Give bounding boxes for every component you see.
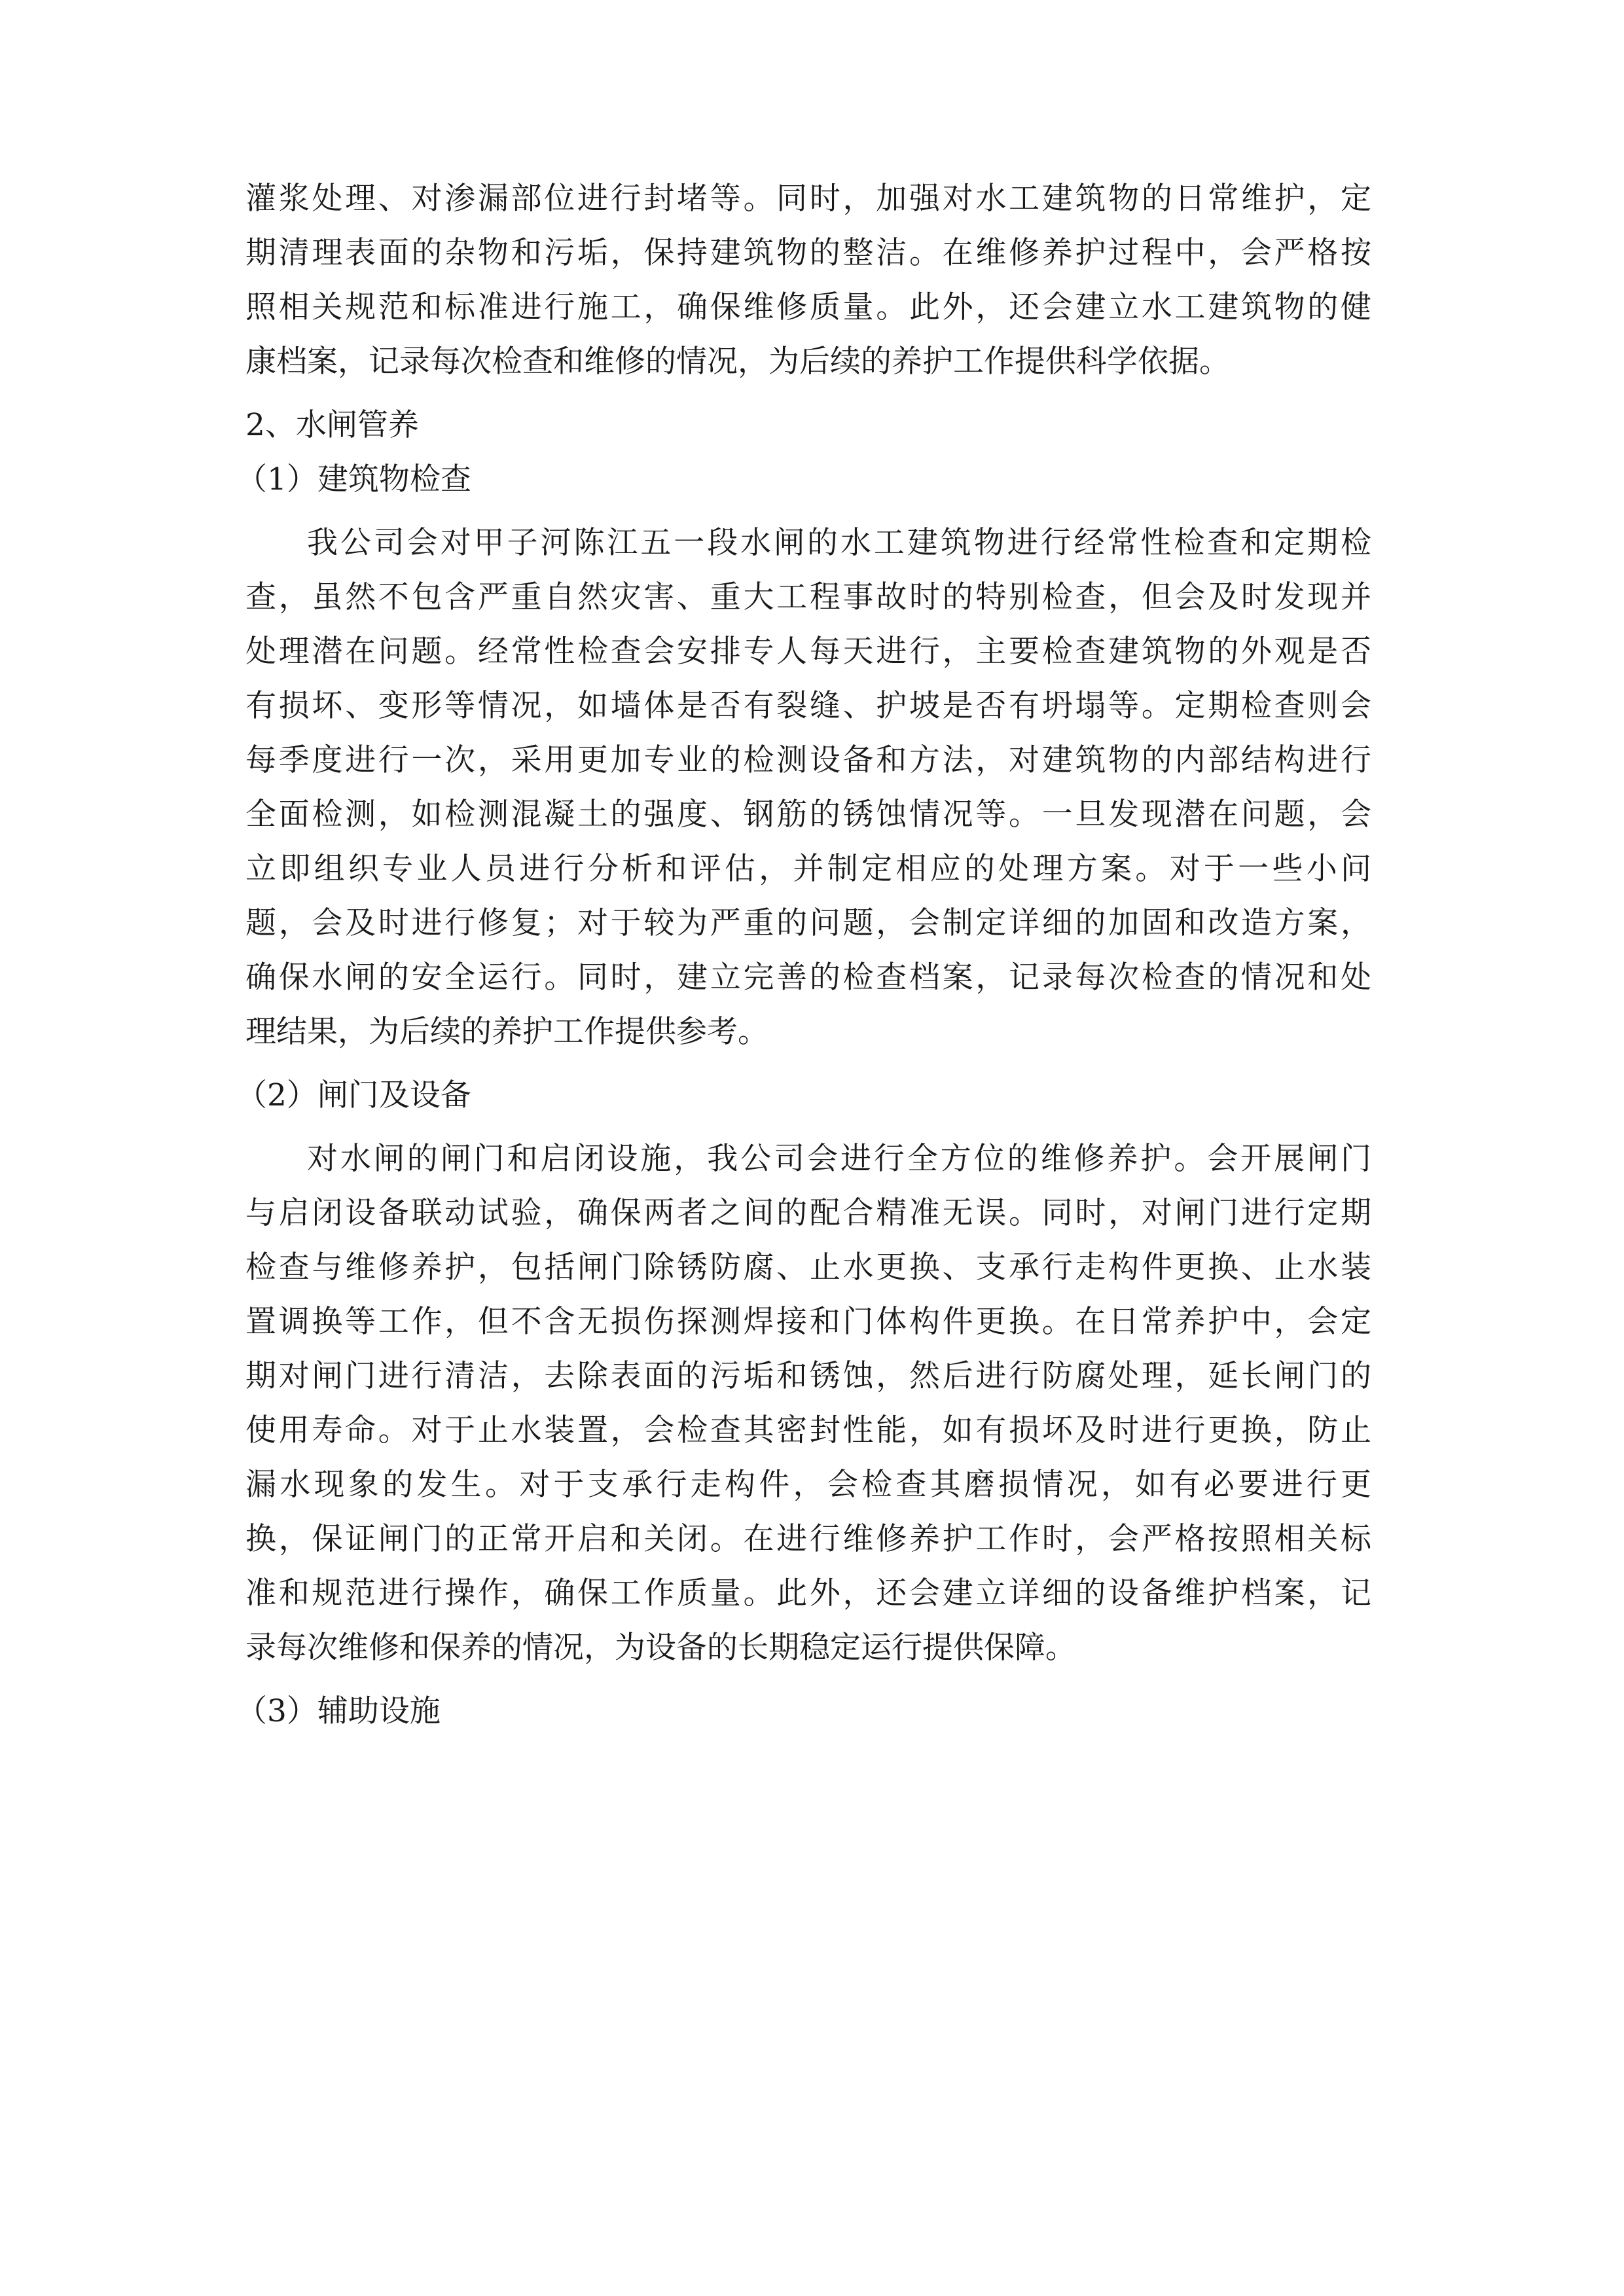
text-line: 题，会及时进行修复；对于较为严重的问题，会制定详细的加固和改造方案， bbox=[245, 905, 1371, 941]
subsection-heading-auxiliary-facilities: （3）辅助设施 bbox=[236, 1693, 441, 1729]
subsection-heading-building-inspection: （1）建筑物检查 bbox=[236, 461, 471, 497]
text-line: 确保水闸的安全运行。同时，建立完善的检查档案，记录每次检查的情况和处 bbox=[245, 960, 1371, 996]
text-line: 与启闭设备联动试验，确保两者之间的配合精准无误。同时，对闸门进行定期 bbox=[245, 1195, 1371, 1231]
text-line: 漏水现象的发生。对于支承行走构件，会检查其磨损情况，如有必要进行更 bbox=[245, 1467, 1371, 1503]
text-line: 全面检测，如检测混凝土的强度、钢筋的锈蚀情况等。一旦发现潜在问题，会 bbox=[245, 797, 1371, 833]
text-line: 我公司会对甲子河陈江五一段水闸的水工建筑物进行经常性检查和定期检 bbox=[307, 525, 1371, 561]
text-line: 康档案，记录每次检查和维修的情况，为后续的养护工作提供科学依据。 bbox=[245, 344, 1230, 380]
text-line: 灌浆处理、对渗漏部位进行封堵等。同时，加强对水工建筑物的日常维护，定 bbox=[245, 181, 1371, 217]
paragraph-continuation bbox=[245, 171, 1371, 389]
text-line: 照相关规范和标准进行施工，确保维修质量。此外，还会建立水工建筑物的健 bbox=[245, 289, 1371, 325]
text-line: 录每次维修和保养的情况，为设备的长期稳定运行提供保障。 bbox=[245, 1630, 1076, 1666]
document-body bbox=[236, 171, 1371, 1738]
text-line: 查，虽然不包含严重自然灾害、重大工程事故时的特别检查，但会及时发现并 bbox=[245, 579, 1371, 615]
text-line: 准和规范进行操作，确保工作质量。此外，还会建立详细的设备维护档案，记 bbox=[245, 1575, 1371, 1611]
text-line: 期对闸门进行清洁，去除表面的污垢和锈蚀，然后进行防腐处理，延长闸门的 bbox=[245, 1358, 1371, 1394]
text-line: 立即组织专业人员进行分析和评估，并制定相应的处理方案。对于一些小问 bbox=[245, 851, 1371, 887]
text-line: 使用寿命。对于止水装置，会检查其密封性能，如有损坏及时进行更换，防止 bbox=[245, 1412, 1371, 1448]
text-line: 有损坏、变形等情况，如墙体是否有裂缝、护坡是否有坍塌等。定期检查则会 bbox=[245, 688, 1371, 724]
text-line: 每季度进行一次，采用更加专业的检测设备和方法，对建筑物的内部结构进行 bbox=[245, 742, 1371, 778]
paragraph-building-inspection bbox=[245, 516, 1371, 1059]
text-line: 换，保证闸门的正常开启和关闭。在进行维修养护工作时，会严格按照相关标 bbox=[245, 1521, 1371, 1557]
text-line: 处理潜在问题。经常性检查会安排专人每天进行，主要检查建筑物的外观是否 bbox=[245, 634, 1371, 670]
subsection-heading-gates-equipment: （2）闸门及设备 bbox=[236, 1077, 471, 1113]
section-heading-water-gate: 2、水闸管养 bbox=[245, 407, 419, 443]
text-line: 对水闸的闸门和启闭设施，我公司会进行全方位的维修养护。会开展闸门 bbox=[307, 1141, 1371, 1177]
text-line: 检查与维修养护，包括闸门除锈防腐、止水更换、支承行走构件更换、止水装 bbox=[245, 1249, 1371, 1285]
text-line: 期清理表面的杂物和污垢，保持建筑物的整洁。在维修养护过程中，会严格按 bbox=[245, 235, 1371, 271]
text-line: 理结果，为后续的养护工作提供参考。 bbox=[245, 1014, 768, 1050]
paragraph-gates-equipment bbox=[245, 1132, 1371, 1675]
text-line: 置调换等工作，但不含无损伤探测焊接和门体构件更换。在日常养护中，会定 bbox=[245, 1304, 1371, 1340]
